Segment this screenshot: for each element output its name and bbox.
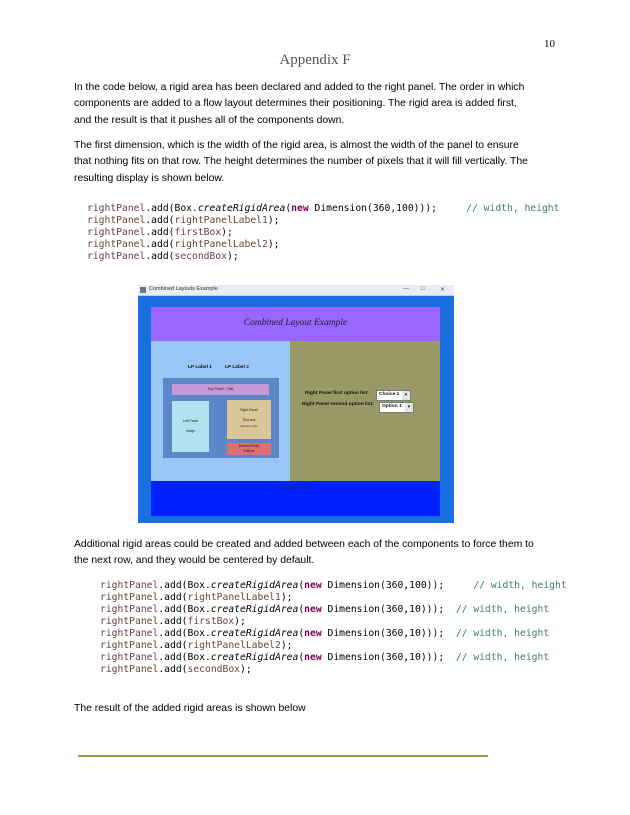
code-comment: // width, height [455,604,550,615]
code-line [100,652,567,664]
page-number: 10 [544,38,555,50]
code-object: rightPanel [100,604,159,615]
code-text: ); [234,616,246,627]
code-object: rightPanel [100,592,159,603]
window-title: Combined Layouts Example [149,286,218,292]
mini-left-panel [172,401,209,452]
code-comment: // width, height [466,203,560,214]
code-line [87,239,559,251]
bottom-panel [151,481,440,516]
code-text: .add( [158,664,188,675]
code-method: createRigidArea [210,604,299,615]
code-object: rightPanel [100,652,159,663]
code-object: rightPanel [100,664,159,675]
lp-label-1: LP Label 1 [188,365,212,370]
code-line [87,215,559,227]
code-comment: // width, height [473,580,567,591]
code-block-2 [100,580,567,676]
code-line [87,227,559,239]
chevron-down-icon[interactable]: ▾ [405,403,413,412]
bottom-panel-label: Bottom Panel [280,485,311,491]
mini-right-panel [227,400,271,439]
code-line [100,604,567,616]
code-object: rightPanel [100,616,159,627]
first-option-select[interactable] [376,390,411,401]
code-text: Dimension(360,10))); [321,604,456,615]
page-heading: Appendix F [279,52,351,68]
code-keyword: new [304,580,322,591]
mini-left-panel-label: Left Panel [182,419,199,423]
app-icon [140,287,146,293]
code-argument: firstBox [187,616,235,627]
code-text: ( [285,203,292,214]
code-keyword: new [304,652,322,663]
code-keyword: new [291,203,309,214]
code-text: ); [267,239,280,250]
top-panel [151,307,440,341]
code-text: Dimension(360,100))); [308,203,467,214]
second-option-value: Option 1 [382,404,402,409]
code-text: ( [298,604,305,615]
code-argument: secondBox [187,664,240,675]
mini-right-panel-label: Right Panel [240,408,258,412]
lp-label-2: LP Label 2 [225,365,249,370]
window-screenshot [138,285,454,523]
code-text: .add( [158,616,188,627]
maximize-icon[interactable]: □ [421,286,425,292]
code-text: .add( [145,239,175,250]
chevron-down-icon[interactable]: ▾ [402,391,410,400]
mini-bottom-panel [227,443,271,455]
code-text: .add( [158,640,188,651]
code-text: .add( [145,251,175,262]
mini-left-panel-sub: Image [185,429,196,433]
code-line [100,580,567,592]
code-text: ( [298,652,305,663]
code-argument: rightPanelLabel2 [187,640,281,651]
divider-line [78,755,488,757]
code-keyword: new [304,628,322,639]
paragraph-additional: Additional rigid areas could be created and added between each of the components to force them to the next row, and they would be centered by default. [74,539,534,567]
code-method: createRigidArea [210,652,299,663]
close-icon[interactable]: ✕ [440,287,446,293]
code-text: ( [298,628,305,639]
right-panel [290,341,440,481]
code-comment: // width, height [455,652,550,663]
code-text: ); [240,664,252,675]
code-text: .add(Box. [158,604,211,615]
code-text: .add(Box. [158,580,211,591]
code-line [100,616,567,628]
code-text: ); [280,592,293,603]
code-block-1 [87,203,559,263]
code-line [100,640,567,652]
mini-bottom-panel-label: Bottom Panel [238,444,260,448]
mini-top-panel [172,384,269,395]
paragraph-intro: In the code below, a rigid area has been declared and added to the right panel. The order in which components are added to a flow layout determines their positioning. The rigid area is added first, and the result is that it pushes all of the components down. [74,82,525,126]
code-text: .add(Box. [145,203,198,214]
code-text: .add( [145,227,175,238]
window-title-bar [138,285,454,296]
code-object: rightPanel [100,628,159,639]
second-option-label: Right Panel second option list: [302,402,374,407]
second-option-select[interactable] [379,402,414,413]
paragraph-dimension: The first dimension, which is the width of the rigid area, is almost the width of the panel to ensure that nothing fits on that row. The height determines the number of pixels that it will fill vertically. The resulting display is shown below. [74,140,528,184]
mini-top-panel-label: Top Panel - Title [207,387,234,391]
code-text: ); [280,640,293,651]
mini-right-panel-sub1: Text and [242,418,256,422]
code-object: rightPanel [100,580,159,591]
code-text: ( [298,580,305,591]
minimize-icon[interactable]: — [403,286,409,292]
code-line [100,664,567,676]
left-panel [151,341,290,481]
code-text: .add(Box. [158,652,211,663]
code-text: Dimension(360,10))); [321,652,456,663]
code-line [87,203,559,215]
code-comment: // width, height [455,628,550,639]
first-option-value: Choice 1 [379,392,400,397]
code-line [100,628,567,640]
code-argument: secondBox [174,251,227,262]
code-text: ); [267,215,280,226]
code-text: ); [227,251,239,262]
code-text: .add(Box. [158,628,211,639]
code-object: rightPanel [87,227,146,238]
code-line [87,251,559,263]
paragraph-result: The result of the added rigid areas is shown below [74,703,306,714]
code-method: createRigidArea [197,203,286,214]
code-object: rightPanel [87,215,146,226]
first-option-label: Right Panel first option list: [305,391,369,396]
mini-bottom-panel-sub: Buttons [243,449,255,453]
top-panel-label: Combined Layout Example [243,318,348,328]
code-text: Dimension(360,10))); [321,628,456,639]
code-line [100,592,567,604]
code-method: createRigidArea [210,628,299,639]
code-text: ); [221,227,233,238]
code-keyword: new [304,604,322,615]
code-text: .add( [158,592,188,603]
code-object: rightPanel [87,251,146,262]
code-text: Dimension(360,100)); [321,580,474,591]
code-argument: rightPanelLabel2 [174,239,268,250]
code-argument: rightPanelLabel1 [187,592,281,603]
code-object: rightPanel [87,203,146,214]
code-argument: firstBox [174,227,222,238]
code-argument: rightPanelLabel1 [174,215,268,226]
code-object: rightPanel [100,640,159,651]
code-object: rightPanel [87,239,146,250]
code-method: createRigidArea [210,580,299,591]
code-text: .add( [145,215,175,226]
mini-right-panel-sub2: Options Lists [240,424,258,428]
